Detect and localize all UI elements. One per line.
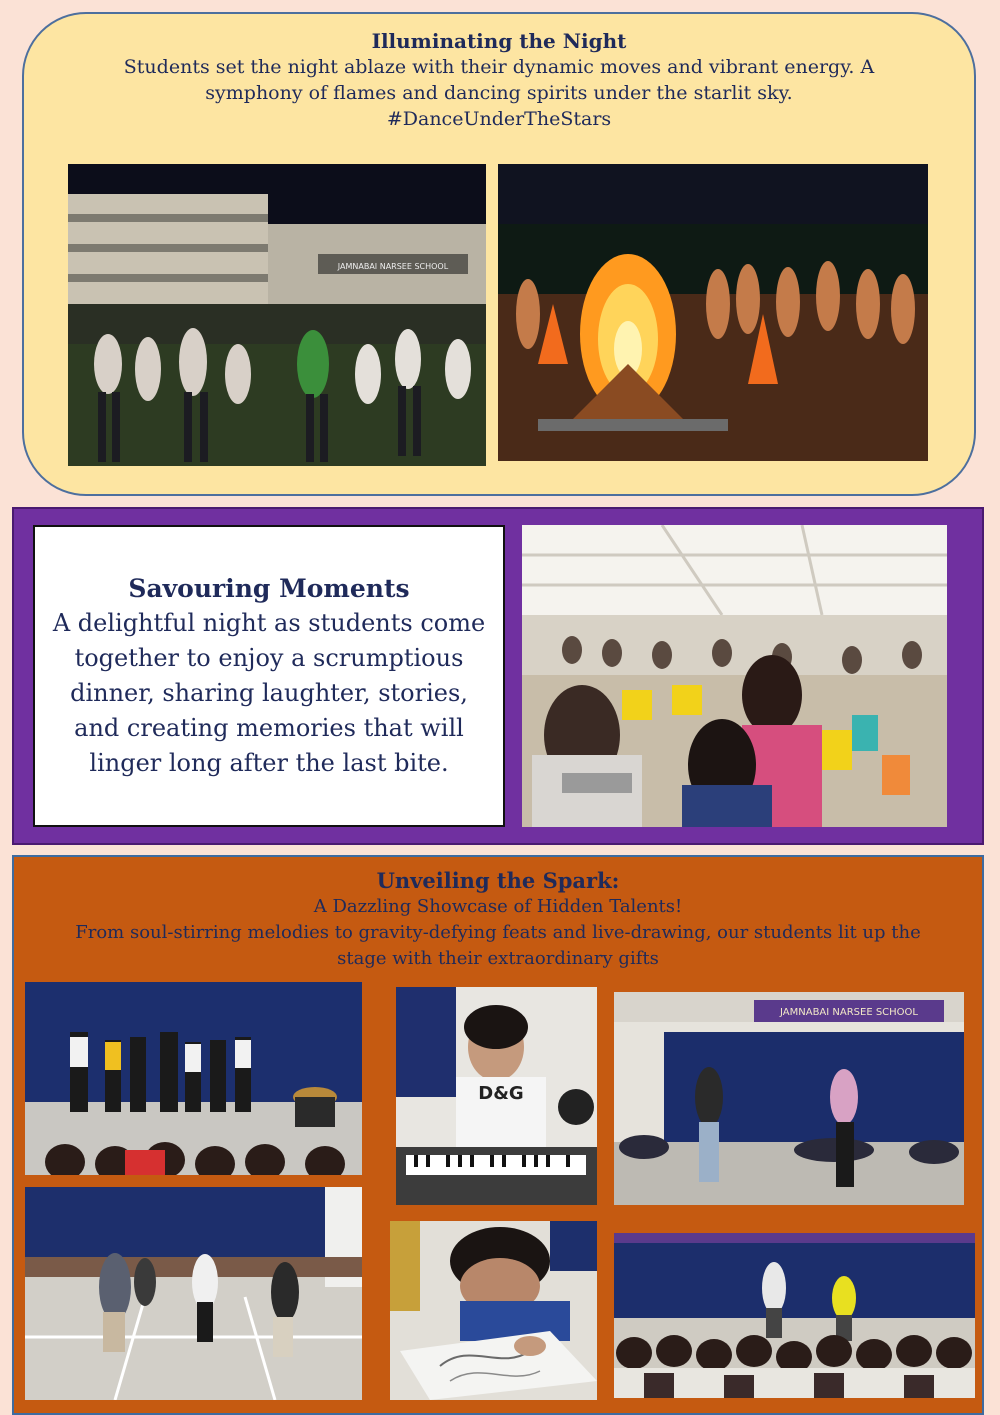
night-line-1: Students set the night ablaze with their dynamic moves and vibrant energy. A	[123, 56, 875, 78]
dance-floor-photo	[25, 1187, 362, 1400]
dinner-title: Savouring Moments	[128, 574, 410, 603]
night-dance-photo	[68, 164, 486, 466]
night-caption	[22, 28, 976, 132]
night-hashtag: #DanceUnderTheStars	[386, 108, 612, 130]
live-drawing-photo	[390, 1221, 597, 1400]
bonfire-photo	[498, 164, 928, 461]
talent-subtitle: A Dazzling Showcase of Hidden Talents!	[313, 896, 683, 917]
dancers-photo	[614, 992, 964, 1205]
night-title: Illuminating the Night	[371, 29, 627, 53]
talent-caption	[12, 868, 984, 972]
dinner-line-2: together to enjoy a scrumptious	[74, 644, 464, 672]
dinner-line-1: A delightful night as students come	[52, 609, 486, 637]
tshirt-text: D&G	[478, 1083, 524, 1104]
stage-audience-photo	[614, 1233, 975, 1398]
dinner-hall-photo	[522, 525, 947, 827]
night-line-2: symphony of flames and dancing spirits under the starlit sky.	[205, 82, 793, 104]
dinner-line-4: and creating memories that will	[74, 714, 464, 742]
talent-group-photo	[25, 982, 362, 1175]
talent-title: Unveiling the Spark:	[376, 868, 620, 893]
keyboard-player-photo	[396, 987, 597, 1205]
dinner-line-5: linger long after the last bite.	[89, 749, 449, 777]
talent-line-2: stage with their extraordinary gifts	[337, 948, 659, 969]
dinner-line-3: dinner, sharing laughter, stories,	[70, 679, 468, 707]
school-sign-text: JAMNABAI NARSEE SCHOOL	[337, 262, 449, 271]
school-banner-text: JAMNABAI NARSEE SCHOOL	[780, 1007, 918, 1018]
dinner-text-card	[33, 525, 505, 827]
talent-line-1: From soul-stirring melodies to gravity-defying feats and live-drawing, our students lit up the	[75, 922, 921, 943]
